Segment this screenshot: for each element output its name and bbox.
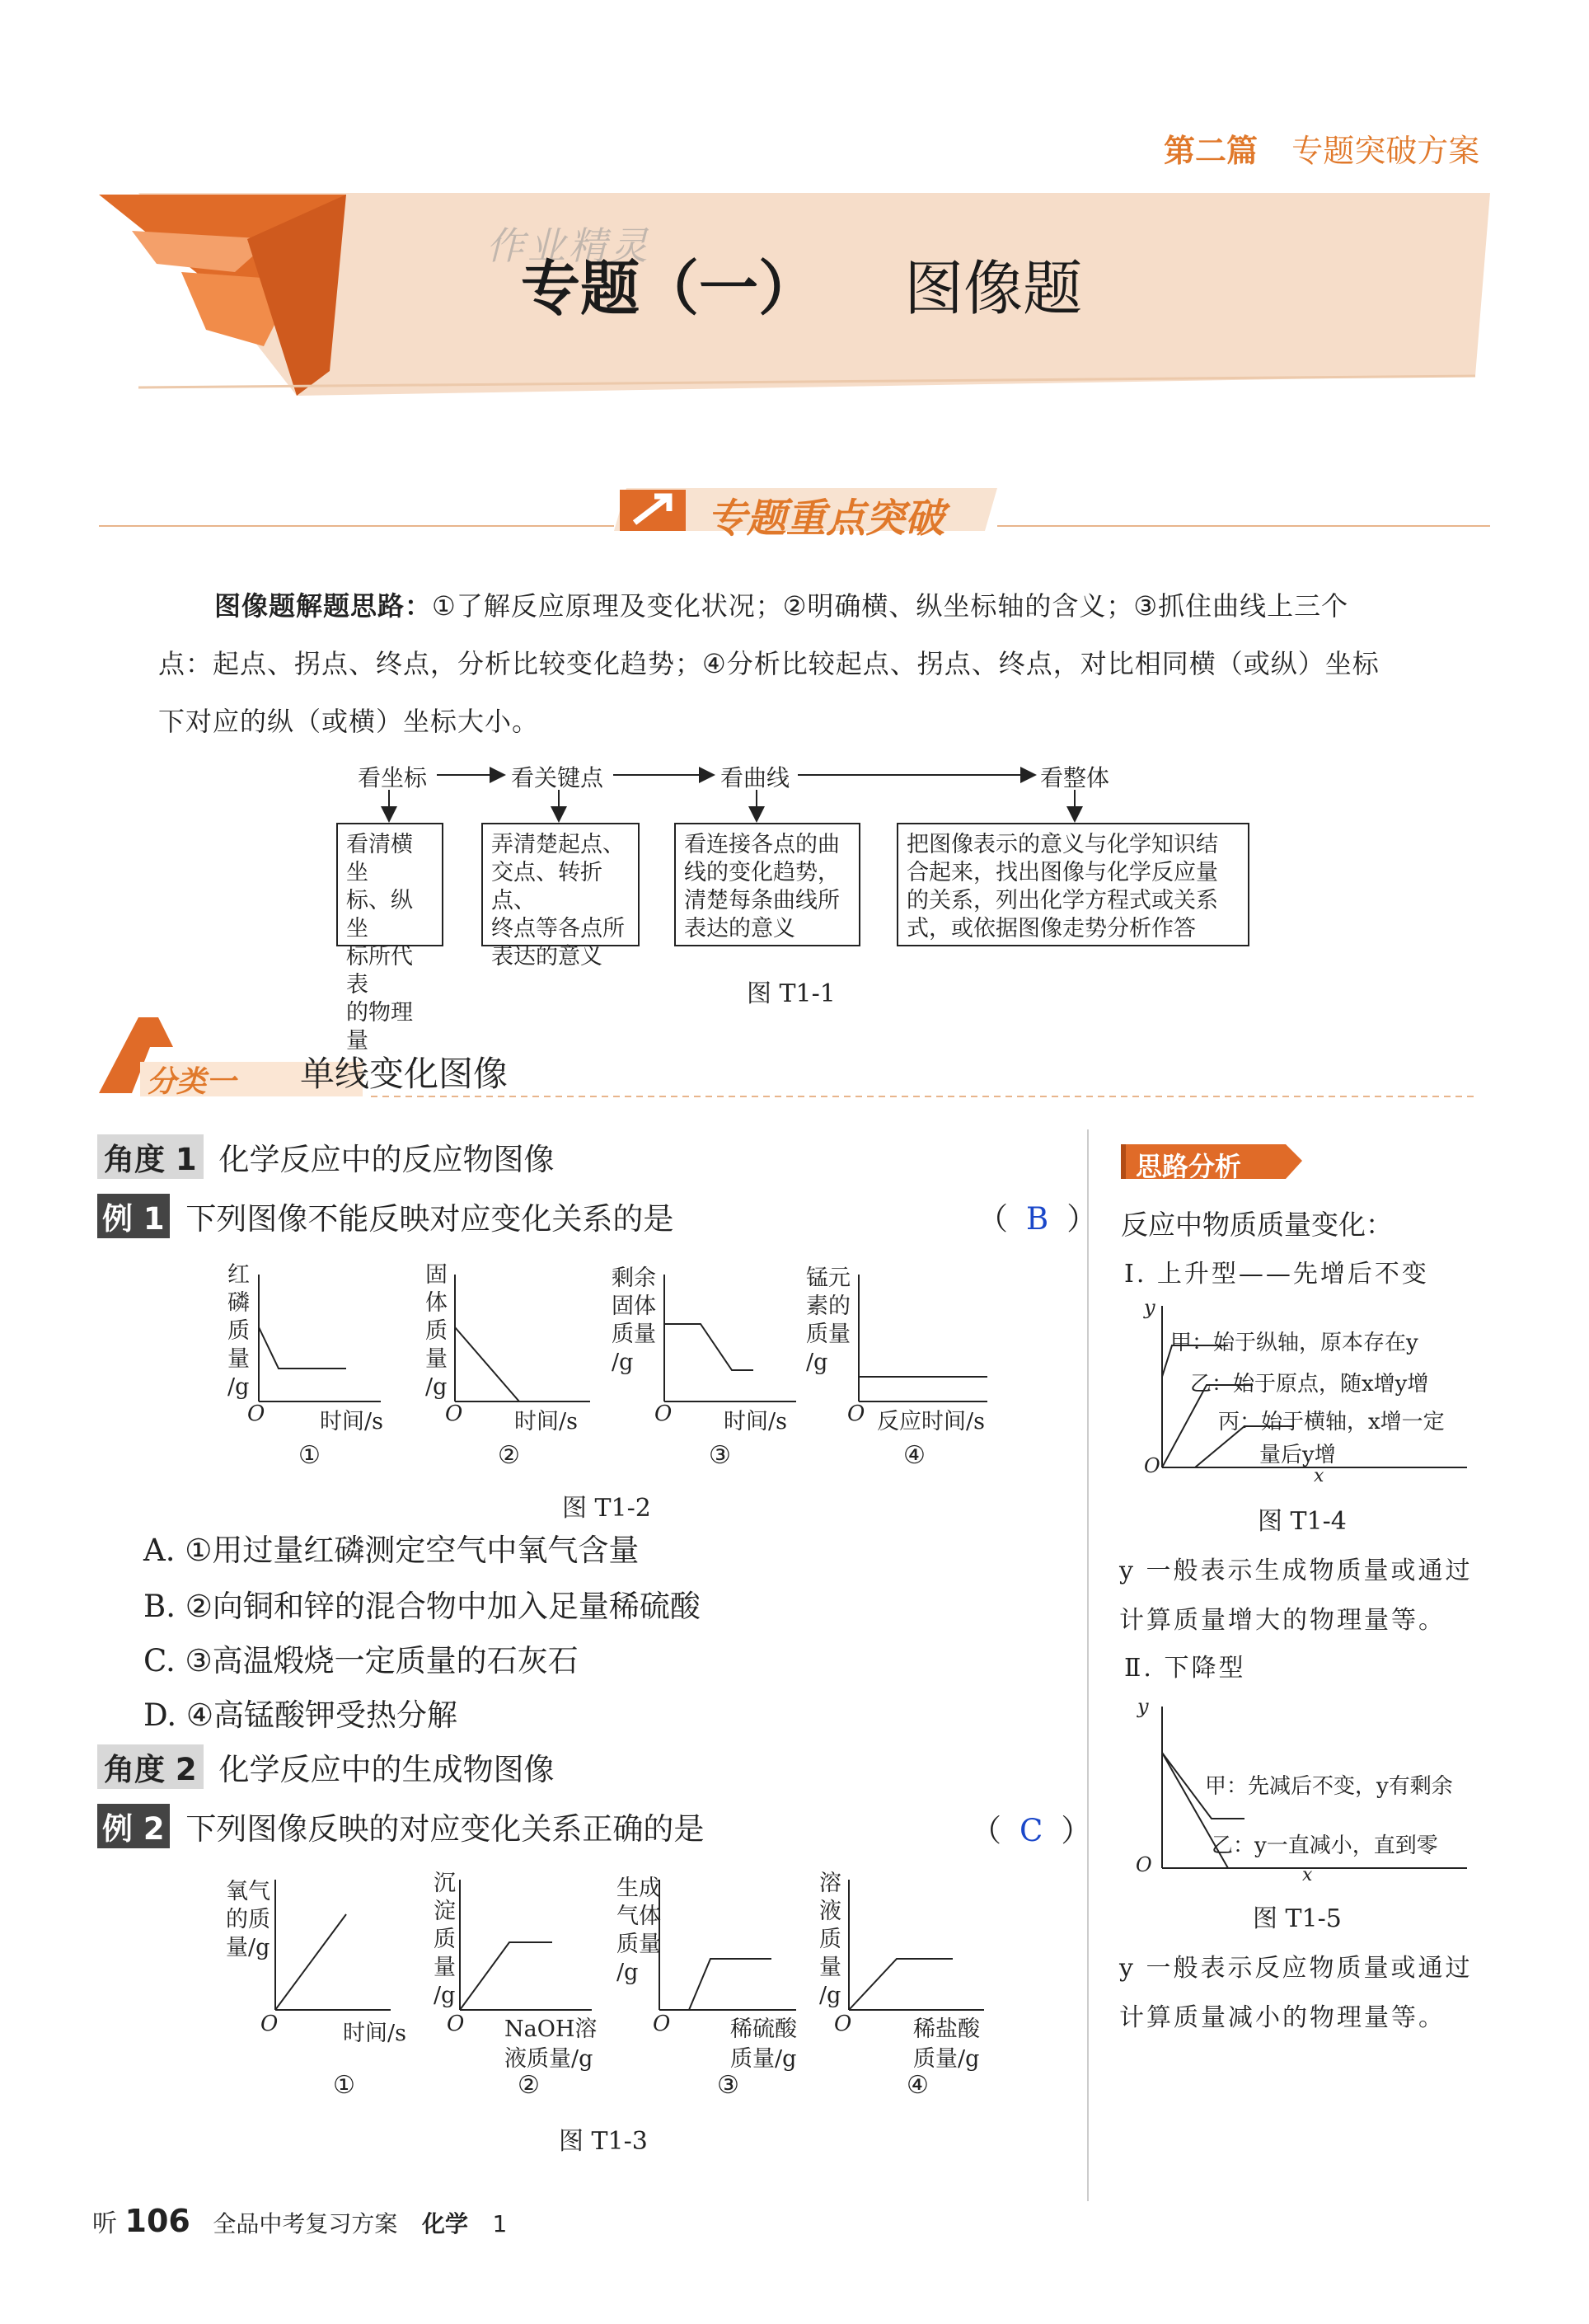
fig5-y: y bbox=[1137, 1695, 1149, 1718]
flow-box-1-line: 的物理量 bbox=[346, 1000, 413, 1054]
flow-step-2: 看关键点 bbox=[511, 764, 604, 791]
ex1-g1-ylabel: 红 磷 质 量 /g bbox=[227, 1262, 250, 1400]
ex1-graph-3 bbox=[664, 1275, 796, 1401]
ex1-origin: O bbox=[654, 1401, 673, 1426]
example1-answer-letter: B bbox=[1026, 1201, 1049, 1237]
fig4-o: O bbox=[1144, 1454, 1160, 1477]
example1-answer: （ B ） bbox=[977, 1201, 1098, 1237]
ex1-g2-xlabel: 时间/s bbox=[514, 1409, 578, 1434]
fig5-yi: 乙：y一直减小，直到零 bbox=[1212, 1833, 1438, 1858]
angle1-tag: 角度 1 bbox=[97, 1134, 204, 1179]
flow-box-4-line: 式，或依据图像走势分析作答 bbox=[907, 916, 1196, 941]
example1-question bbox=[97, 1194, 673, 1238]
ex1-g4-xlabel: 反应时间/s bbox=[877, 1409, 985, 1434]
ex2-g3-xlabel: 稀硫酸 质量/g bbox=[730, 2016, 797, 2072]
ex2-g3-ylabel: 生成 气体 质量 /g bbox=[616, 1876, 661, 1985]
ex1-graph-4 bbox=[859, 1275, 987, 1401]
example1-caption: 图 T1-2 bbox=[562, 1494, 651, 1523]
fig5-x: x bbox=[1302, 1865, 1313, 1885]
flow-box-3-line: 清楚每条曲线所 bbox=[684, 888, 840, 913]
angle2-heading bbox=[97, 1744, 555, 1789]
intro-line2: 点：起点、拐点、终点，分析比较变化趋势；④分析比较起点、拐点、终点，对比相同横（或纵）坐标 bbox=[158, 648, 1380, 679]
banner-title bbox=[521, 241, 1082, 326]
fig5-jia: 甲：先减后不变，y有剩余 bbox=[1205, 1774, 1453, 1799]
flow-box-2 bbox=[481, 823, 640, 970]
flow-box-1-line: 看清横坐 bbox=[346, 832, 413, 885]
ex1-graph-2 bbox=[455, 1275, 590, 1401]
footer-book: 全品中考复习方案 bbox=[213, 2210, 398, 2237]
ex2-origin: O bbox=[260, 2012, 279, 2036]
ex1-g4-ylabel: 锰元 素的 质量 /g bbox=[806, 1265, 851, 1375]
ex2-g1-xlabel: 时间/s bbox=[343, 2021, 406, 2046]
sidebar-intro: 反应中物质质量变化： bbox=[1121, 1209, 1393, 1241]
ex2-g4-xlabel: 稀盐酸 质量/g bbox=[913, 2016, 980, 2072]
ex1-g2-num: ② bbox=[498, 1441, 520, 1470]
sidebar-type2: Ⅱ. 下降型 bbox=[1124, 1654, 1246, 1683]
fig5-o: O bbox=[1136, 1853, 1152, 1876]
flow-box-4-line: 把图像表示的意义与化学知识结 bbox=[907, 832, 1218, 857]
ex1-g1-xlabel: 时间/s bbox=[320, 1409, 383, 1434]
example2-question bbox=[97, 1804, 704, 1848]
footer-subject: 化学 bbox=[421, 2210, 468, 2237]
ex1-g3-xlabel: 时间/s bbox=[724, 1409, 787, 1434]
banner-subtitle: 图像题 bbox=[904, 254, 1083, 323]
angle1-title: 化学反应中的反应物图像 bbox=[218, 1142, 555, 1177]
flow-box-2-line: 终点等各点所 bbox=[491, 916, 625, 941]
ex2-g1-num: ① bbox=[333, 2071, 355, 2100]
flow-arrows bbox=[0, 742, 1589, 833]
ex2-graph-4 bbox=[849, 1880, 984, 2010]
ex1-origin: O bbox=[847, 1401, 865, 1426]
sidebar-text2a: y 一般表示反应物质量或通过 bbox=[1119, 1954, 1473, 1983]
ex2-g1-ylabel: 氧气 的质 量/g bbox=[226, 1879, 270, 1960]
flow-box-1 bbox=[336, 823, 443, 1054]
ex1-g3-num: ③ bbox=[709, 1441, 731, 1470]
flow-box-3-line: 看连接各点的曲 bbox=[684, 832, 840, 857]
ex1-g4-num: ④ bbox=[903, 1441, 926, 1470]
sidebar-tag: 思路分析 bbox=[1136, 1151, 1242, 1182]
banner-watermark: 作业精灵 bbox=[486, 223, 651, 268]
banner-title-main: 专题（一） bbox=[521, 254, 818, 323]
angle2-tag: 角度 2 bbox=[97, 1744, 204, 1789]
running-head-title: 专题突破方案 bbox=[1291, 133, 1480, 169]
sidebar-divider bbox=[1086, 1129, 1090, 2201]
ex1-g3-ylabel: 剩余 固体 质量 /g bbox=[612, 1265, 656, 1375]
flow-step-4: 看整体 bbox=[1040, 764, 1110, 791]
ex2-graph-1 bbox=[275, 1880, 391, 2010]
sidebar-text2b: 计算质量减小的物理量等。 bbox=[1119, 2003, 1446, 2032]
flow-box-3-line: 线的变化趋势， bbox=[684, 860, 840, 885]
flow-box-3-line: 表达的意义 bbox=[684, 916, 795, 941]
ex1-graph-1 bbox=[259, 1275, 381, 1401]
running-head-part: 第二篇 bbox=[1164, 133, 1259, 169]
category-title: 单线变化图像 bbox=[300, 1054, 509, 1094]
running-head bbox=[1164, 125, 1479, 171]
sidebar-text1a: y 一般表示生成物质量或通过 bbox=[1119, 1556, 1473, 1585]
ex2-g4-num: ④ bbox=[907, 2071, 929, 2100]
example1-text: 下列图像不能反映对应变化关系的是 bbox=[185, 1201, 674, 1237]
intro-paragraph bbox=[158, 577, 1444, 750]
ex2-graph-3 bbox=[659, 1880, 796, 2010]
ex2-g4-ylabel: 溶 液 质 量 /g bbox=[819, 1871, 841, 2008]
fig4-yi: 乙：始于原点，随x增y增 bbox=[1190, 1372, 1429, 1397]
flow-step-1: 看坐标 bbox=[358, 764, 428, 791]
flow-box-3 bbox=[674, 823, 860, 946]
flow-box-4-line: 合起来，找出图像与化学反应量 bbox=[907, 860, 1218, 885]
example1-option-a: A. ①用过量红磷测定空气中氧气含量 bbox=[143, 1533, 640, 1568]
flow-caption: 图 T1-1 bbox=[747, 979, 836, 1008]
intro-line3: 下对应的纵（或横）坐标大小。 bbox=[158, 706, 540, 737]
fig4-bing2: 量后y增 bbox=[1259, 1443, 1336, 1467]
fig4-caption: 图 T1-4 bbox=[1258, 1507, 1347, 1536]
ex1-origin: O bbox=[247, 1401, 265, 1426]
ex2-g2-num: ② bbox=[518, 2071, 540, 2100]
ex2-origin: O bbox=[447, 2012, 465, 2036]
angle1-heading bbox=[97, 1134, 555, 1179]
sidebar-type1: Ⅰ. 上升型——先增后不变 bbox=[1124, 1260, 1429, 1289]
footer-page: 106 bbox=[124, 2203, 190, 2239]
example2-text: 下列图像反映的对应变化关系正确的是 bbox=[185, 1811, 705, 1847]
flow-box-2-line: 弄清楚起点、 bbox=[491, 832, 625, 857]
example1-option-b: B. ②向铜和锌的混合物中加入足量稀硫酸 bbox=[143, 1589, 701, 1624]
fig4-y: y bbox=[1144, 1296, 1155, 1319]
flow-box-4 bbox=[897, 823, 1249, 946]
section-header: 专题重点突破 bbox=[707, 495, 945, 542]
example2-caption: 图 T1-3 bbox=[559, 2127, 648, 2156]
angle2-title: 化学反应中的生成物图像 bbox=[218, 1752, 555, 1787]
example2-tag: 例 2 bbox=[97, 1804, 170, 1848]
fig4-bing1: 丙：始于横轴，x增一定 bbox=[1218, 1410, 1445, 1434]
ex1-g2-ylabel: 固 体 质 量 /g bbox=[425, 1262, 448, 1400]
flow-box-1-line: 标、纵坐 bbox=[346, 888, 413, 941]
example2-answer: （ C ） bbox=[971, 1813, 1092, 1848]
flow-step-3: 看曲线 bbox=[720, 764, 790, 791]
footer-vol: 1 bbox=[492, 2210, 508, 2237]
fig4-jia: 甲：始于纵轴，原本存在y bbox=[1170, 1331, 1418, 1355]
example1-tag: 例 1 bbox=[97, 1194, 170, 1238]
ex2-graph-2 bbox=[460, 1880, 592, 2010]
category-tag: 分类一 bbox=[147, 1065, 237, 1099]
footer-prefix: 听 bbox=[92, 2209, 117, 2238]
intro-line1: ①了解反应原理及变化状况；②明确横、纵坐标轴的含义；③抓住曲线上三个 bbox=[432, 590, 1349, 622]
ex2-g2-xlabel: NaOH溶 液质量/g bbox=[504, 2016, 598, 2072]
ex2-origin: O bbox=[834, 2012, 852, 2036]
fig5-caption: 图 T1-5 bbox=[1253, 1904, 1342, 1933]
ex2-g3-num: ③ bbox=[717, 2071, 739, 2100]
footer bbox=[92, 2203, 507, 2239]
flow-box-1-line: 标所代表 bbox=[346, 944, 413, 998]
ex2-origin: O bbox=[653, 2012, 671, 2036]
ex2-g2-ylabel: 沉 淀 质 量 /g bbox=[434, 1871, 456, 2008]
fig4-x: x bbox=[1314, 1466, 1324, 1486]
example1-option-c: C. ③高温煅烧一定质量的石灰石 bbox=[143, 1643, 579, 1678]
ex1-g1-num: ① bbox=[298, 1441, 321, 1470]
ex1-origin: O bbox=[445, 1401, 463, 1426]
flow-box-2-line: 表达的意义 bbox=[491, 944, 602, 970]
example2-answer-letter: C bbox=[1019, 1813, 1043, 1848]
example1-option-d: D. ④高锰酸钾受热分解 bbox=[143, 1697, 458, 1733]
flow-box-2-line: 交点、转折点、 bbox=[491, 860, 602, 913]
flow-box-4-line: 的关系，列出化学方程式或关系 bbox=[907, 888, 1218, 913]
intro-label: 图像题解题思路： bbox=[214, 590, 433, 622]
sidebar-text1b: 计算质量增大的物理量等。 bbox=[1119, 1606, 1446, 1635]
